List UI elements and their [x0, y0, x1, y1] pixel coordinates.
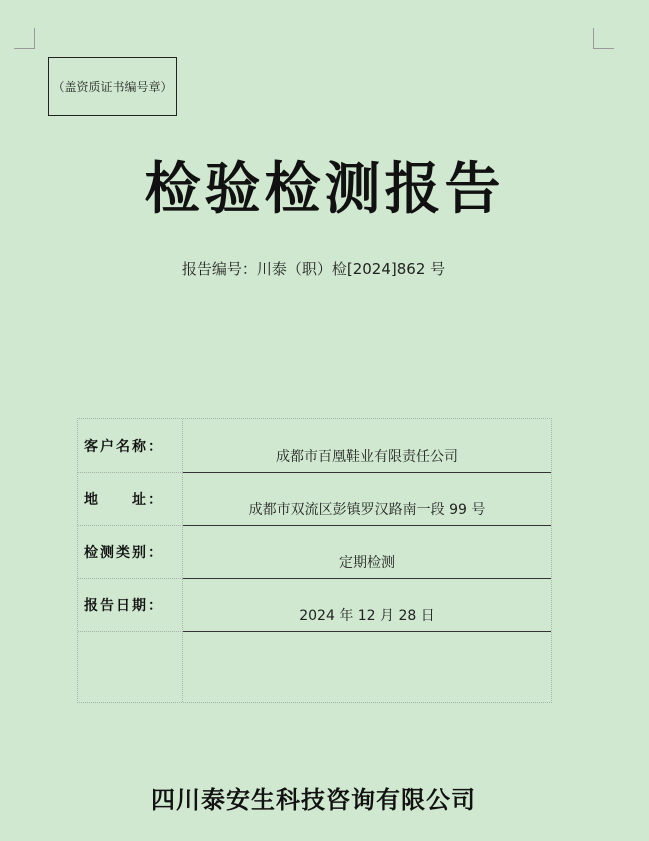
report-title: 检验检测报告	[144, 156, 505, 222]
report-date-value: 2024 年 12 月 28 日	[183, 601, 551, 632]
issuing-company-name: 四川泰安生科技咨询有限公司	[151, 785, 476, 814]
table-row-report-date	[78, 578, 551, 632]
stamp-placeholder-box	[48, 57, 177, 116]
corner-mark-top-right	[593, 28, 614, 49]
address-label: 地 址：	[84, 492, 164, 508]
table-row-address	[78, 472, 551, 526]
inspection-type-value: 定期检测	[183, 548, 551, 579]
customer-name-label: 客户名称：	[84, 439, 164, 455]
table-row-empty	[78, 631, 551, 701]
table-row-inspection-type	[78, 525, 551, 579]
corner-mark-top-left	[14, 28, 35, 49]
address-value: 成都市双流区彭镇罗汉路南一段 99 号	[183, 495, 551, 526]
table-row-customer-name	[78, 419, 551, 473]
report-number: 报告编号：川泰（职）检[2024]862 号	[181, 260, 446, 278]
customer-name-value: 成都市百凰鞋业有限责任公司	[183, 442, 551, 473]
inspection-type-label: 检测类别：	[84, 545, 164, 561]
stamp-placeholder-text: （盖资质证书编号章）	[52, 80, 173, 94]
report-date-label: 报告日期：	[84, 598, 164, 614]
info-table	[77, 418, 552, 703]
